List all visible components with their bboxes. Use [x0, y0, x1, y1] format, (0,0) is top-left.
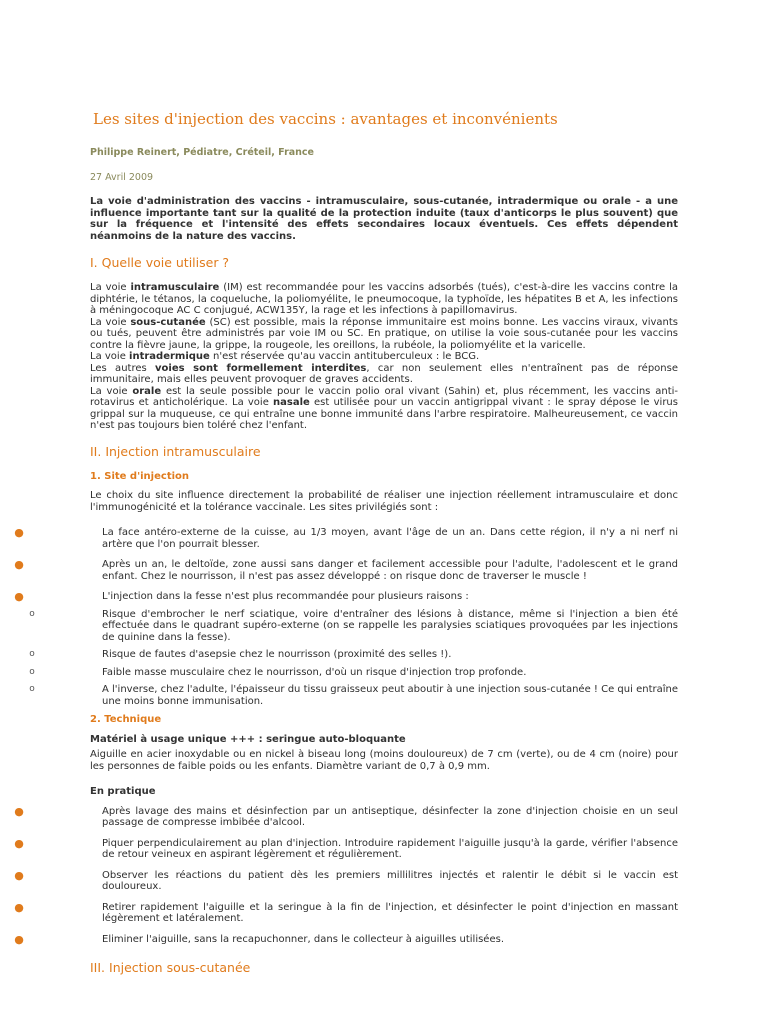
- paragraph-orale-nasale: La voie orale est la seule possible pour le vaccin polio oral vivant (Sahin) et, plus récemment, les vaccins anti-rotavirus et anticholérique. La voie nasale est utilisée pour un vaccin antigrippal vivant : le spray dépose le virus grippal sur la muqueuse, ce qui entraîne une bonne immunité dans l'arbre respiratoire. Malheureusement, ce vaccin n'est pas toujours bien toléré chez l'enfant.: [90, 385, 678, 431]
- paragraph-intradermique: La voie intradermique n'est réservée qu'au vaccin antituberculeux : le BCG.: [90, 351, 480, 362]
- paragraph-intramusculaire: La voie intramusculaire (IM) est recommandée pour les vaccins adsorbés (tués), c'est-à-dire les vaccins contre la diphtérie, le tétanos, la coqueluche, la poliomyélite, le pneumocoque, la typhoïde, les hépatites B et A, les infections à méningocoque AC C conjugué, ACW135Y, la rage et les infections à papillomavirus.: [90, 282, 678, 316]
- article: [14, 110, 678, 987]
- bullet-icon: ●: [14, 526, 24, 539]
- circle-bullet-icon: o: [29, 666, 35, 677]
- list-item: ● Piquer perpendiculairement au plan d'injection. Introduire rapidement l'aiguille jusqu'à la garde, vérifier l'absence de retour veineux en aspirant légèrement et régulièrement.: [14, 836, 678, 860]
- author-line: Philippe Reinert, Pédiatre, Créteil, France: [90, 147, 314, 158]
- bullet-icon: ●: [14, 836, 24, 850]
- section-heading-1: I. Quelle voie utiliser ?: [90, 255, 230, 270]
- list-item: ● L'injection dans la fesse n'est plus recommandée pour plusieurs raisons :: [14, 590, 469, 603]
- bullet-icon: ●: [14, 590, 24, 603]
- materiel-title: Matériel à usage unique +++ : seringue auto-bloquante: [90, 733, 406, 745]
- section-1-body: [90, 282, 678, 432]
- list-item: o A l'inverse, chez l'adulte, l'épaisseur du tissu graisseux peut aboutir à une injection sous-cutanée ! Ce qui entraîne une moins bonne immunisation.: [13, 684, 678, 707]
- circle-bullet-icon: o: [29, 649, 35, 659]
- publication-date: 27 Avril 2009: [90, 171, 154, 183]
- section-heading-3: III. Injection sous-cutanée: [90, 960, 251, 975]
- bullet-icon: ●: [14, 868, 24, 882]
- list-item: ● Retirer rapidement l'aiguille et la seringue à la fin de l'injection, et désinfecter le point d'injection en massant légèrement et latéralement.: [14, 900, 678, 924]
- list-item: ● Observer les réactions du patient dès les premiers millilitres injectés et ralentir le débit si le vaccin est douloureux.: [14, 868, 678, 892]
- paragraph-sous-cutanee: La voie sous-cutanée (SC) est possible, mais la réponse immunitaire est moins bonne. Les vaccins viraux, vivants ou tués, peuvent être administrés par voie IM ou SC. En pratique, on utilise la voie sous-cutanée pour les vaccins contre la fièvre jaune, la grippe, la rougeole, les oreillons, la rubéole, la poliomyélite et la varicelle.: [90, 316, 678, 351]
- site-lead-paragraph: Le choix du site influence directement la probabilité de réaliser une injection réellement intramusculaire et donc l'immunogénicité et la tolérance vaccinale. Les sites privilégiés sont :: [90, 490, 678, 513]
- bullet-icon: ●: [14, 558, 24, 571]
- circle-bullet-icon: o: [29, 608, 35, 619]
- section-heading-2: II. Injection intramusculaire: [90, 443, 261, 459]
- list-item: ● Eliminer l'aiguille, sans la recapuchonner, dans le collecteur à aiguilles utilisées.: [14, 932, 505, 946]
- list-item: o Faible masse musculaire chez le nourrisson, d'où un risque d'injection trop profonde.: [13, 667, 678, 679]
- site-bullet-list: [13, 527, 678, 707]
- list-item: o Risque de fautes d'asepsie chez le nourrisson (proximité des selles !).: [13, 649, 678, 661]
- list-item: o Risque d'embrocher le nerf sciatique, voire d'entraîner des lésions à distance, même si l'injection a bien été effectuée dans le quadrant supéro-externe (on se rappelle les paralysies sciatiques provoquées par les injections de quinine dans la fesse).: [13, 609, 678, 644]
- bullet-icon: ●: [14, 804, 24, 818]
- list-item: ● La face antéro-externe de la cuisse, au 1/3 moyen, avant l'âge de un an. Dans cette région, il n'y a ni nerf ni artère que l'on pourrait blesser.: [14, 526, 678, 550]
- pratique-title: En pratique: [90, 786, 156, 797]
- materiel-paragraph: Aiguille en acier inoxydable ou en nickel à biseau long (moins douloureux) de 7 cm (verte), ou de 4 cm (noire) pour les personnes de faible poids ou les enfants. Diamètre variant de 0,7 à 0,9 mm.: [90, 749, 678, 772]
- list-item: ● Après un an, le deltoïde, zone aussi sans danger et facilement accessible pour l'adulte, l'adolescent et le grand enfant. Chez le nourrisson, il n'est pas assez développé : on risque donc de traverser le muscle !: [14, 558, 678, 582]
- subsection-heading-technique: 2. Technique: [90, 714, 162, 725]
- pratique-bullet-list: [13, 806, 678, 946]
- article-title: Les sites d'injection des vaccins : avantages et inconvénients: [93, 110, 558, 128]
- list-item: ● Après lavage des mains et désinfection par un antiseptique, désinfecter la zone d'injection choisie en un seul passage de compresse imbibée d'alcool.: [14, 804, 678, 828]
- bullet-icon: ●: [14, 900, 24, 914]
- paragraph-voies-interdites: Les autres voies sont formellement interdites, car non seulement elles n'entraînent pas de réponse immunitaire, mais elles peuvent provoquer de graves accidents.: [90, 362, 678, 385]
- bullet-icon: ●: [14, 932, 24, 946]
- intro-paragraph: La voie d'administration des vaccins - intramusculaire, sous-cutanée, intradermique ou orale - a une influence importante tant sur la qualité de la protection induite (taux d'anticorps le plus souvent) que sur la fréquence et l'intensité des effets secondaires locaux éventuels. Ces effets dépendent néanmoins de la nature des vaccins.: [90, 196, 678, 242]
- circle-bullet-icon: o: [29, 684, 35, 694]
- subsection-heading-site: 1. Site d'injection: [90, 470, 190, 482]
